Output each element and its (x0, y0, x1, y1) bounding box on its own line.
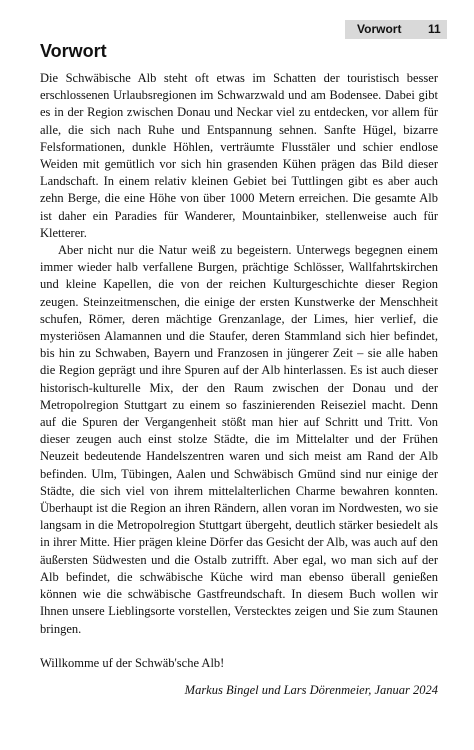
greeting: Willkomme uf der Schwäb'sche Alb! (40, 655, 225, 670)
signature: Markus Bingel und Lars Dörenmeier, Januar 2024 (184, 682, 438, 697)
paragraph-2: Aber nicht nur die Natur weiß zu begeistern. Unterwegs begegnen einem immer wieder halb verfallene Burgen, prächtige Schlösser, Wallfahrtskirchen und kleine Kapellen, die von der reichen Kulturgeschichte dieser Region zeugen. Steinzeitmenschen, die einige der ersten Kunstwerke der Menschheit schufen, Römer, deren mächtige Grenzanlage, der Limes, hier verlief, die mysteriösen Alamannen und die Staufer, deren Stammland sich hier befindet, bis hin zu Schwaben, Bayern und Franzosen in jüngerer Zeit – sie alle haben die Region geprägt und ihre Spuren auf der Alb hinterlassen. Es ist auch dieser historisch-kulturelle Mix, der den Raum zwischen der Donau und der Metropolregion Stuttgart zu einem so faszinierenden Reiseziel macht. Denn auf die Spuren der Vergangenheit stößt man hier auf Schritt und Tritt. Von dieser zeugen auch einst stolze Städte, die im Mittelalter und der Frühen Neuzeit bedeutende Handelszentren waren und sich meist am Rand der Alb befinden. Ulm, Tübingen, Aalen und Schwäbisch Gmünd sind nur einige der Städte, die sich viel von ihrem mittelalterlichen Charme bewahren konnten. Überhaupt ist die Region an ihren Rändern, allen voran im Nordwesten, wo sie langsam in die Metropolregion Stuttgart übergeht, deutlich stärker besiedelt als in ihrer Mitte. Hier prägen kleine Dörfer das Gesicht der Alb, was auch auf den äußersten Südwesten und die Ostalb zutrifft. Aber egal, wo man sich auf der Alb befindet, die schwäbische Küche wird man ebenso überall genießen können wie die schwäbische Gastfreundschaft. In diesem Buch wollen wir Ihnen unsere Lieblingsorte vorstellen, Verstecktes zeigen und Sie zum Staunen bringen. (40, 243, 438, 636)
chapter-title: Vorwort (40, 41, 107, 61)
body-text (40, 70, 438, 699)
running-header-section: Vorwort (357, 22, 402, 36)
paragraph-1: Die Schwäbische Alb steht oft etwas im Schatten der touristisch besser erschlossenen Urlaubsregionen im Schwarzwald und am Bodensee. Dabei gibt es in der Region zwischen Donau und Neckar viel zu entdecken, vor allem für alle, die sich nach Ruhe und Entspannung sehnen. Sanfte Hügel, bizarre Felsformationen, dunkle Höhlen, verträumte Flusstäler und schier endlose Weiden mit gemütlich vor sich hin grasenden Kühen prägen das Bild dieser Landschaft. In einem relativ kleinen Gebiet bei Tuttlingen gibt es aber auch zehn Berge, die eine Höhe von über 1000 Metern erreichen. Die gesamte Alb ist daher ein Paradies für Wanderer, Mountainbiker, stellenweise auch für Kletterer. (40, 71, 438, 240)
page-number: 11 (428, 22, 441, 36)
